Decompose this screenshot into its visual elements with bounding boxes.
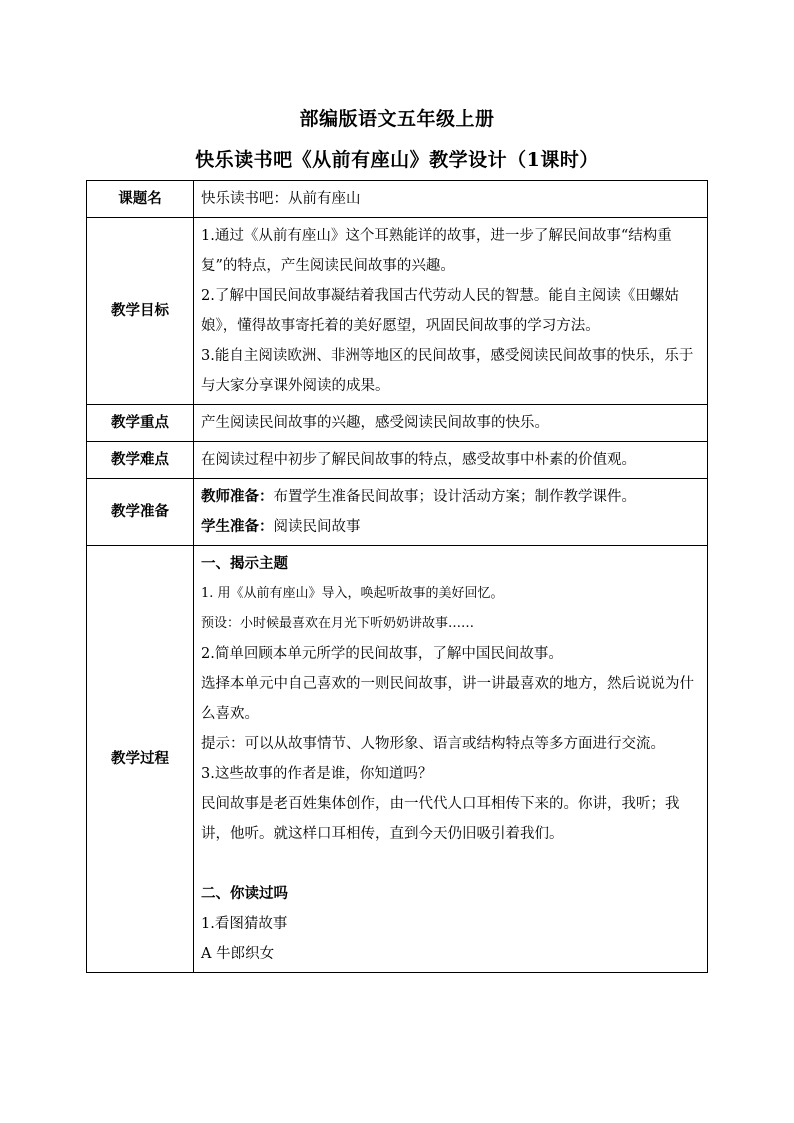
row-label-key: 教学重点 <box>87 405 194 442</box>
row-label-prep: 教学准备 <box>87 479 194 546</box>
row-value-key: 产生阅读民间故事的兴趣，感受阅读民间故事的快乐。 <box>194 405 708 442</box>
lesson-plan-table <box>86 180 708 973</box>
table-row <box>87 546 708 973</box>
row-label-goals: 教学目标 <box>87 218 194 405</box>
row-value-difficult: 在阅读过程中初步了解民间故事的特点，感受故事中朴素的价值观。 <box>194 442 708 479</box>
document-title: 部编版语文五年级上册 <box>299 108 495 130</box>
blank-line <box>201 849 700 879</box>
table-row <box>87 181 708 218</box>
row-value-process <box>194 546 708 973</box>
process-item: 1. 用《从前有座山》导入，唤起听故事的美好回忆。 <box>201 586 504 601</box>
row-value-goals <box>194 218 708 405</box>
process-item: 2.简单回顾本单元所学的民间故事，了解中国民间故事。 <box>201 646 563 662</box>
student-prep-value: 阅读民间故事 <box>273 519 361 535</box>
row-label-process: 教学过程 <box>87 546 194 973</box>
teacher-prep-value: 布置学生准备民间故事；设计活动方案；制作教学课件。 <box>273 489 636 505</box>
student-prep-label: 学生准备： <box>201 518 274 535</box>
teacher-prep <box>201 482 700 512</box>
section-heading: 一、揭示主题 <box>201 555 288 572</box>
table-row <box>87 218 708 405</box>
process-text: 民间故事是老百姓集体创作，由一代代人口耳相传下来的。你讲，我听；我讲，他听。就这样口耳相传，直到今天仍旧吸引着我们。 <box>201 796 680 842</box>
table-row <box>87 442 708 479</box>
process-preset: 预设：小时候最喜欢在月光下听奶奶讲故事…… <box>201 616 475 631</box>
teacher-prep-label: 教师准备： <box>201 488 274 505</box>
table-row <box>87 405 708 442</box>
goal-item: 1.通过《从前有座山》这个耳熟能详的故事，进一步了解民间故事“结构重复”的特点，产生阅读民间故事的兴趣。 <box>201 228 672 274</box>
section-heading: 二、你读过吗 <box>201 885 288 902</box>
row-label-topic: 课题名 <box>87 181 194 218</box>
row-value-topic: 快乐读书吧：从前有座山 <box>194 181 708 218</box>
row-value-prep <box>194 479 708 546</box>
goal-item: 2.了解中国民间故事凝结着我国古代劳动人民的智慧。能自主阅读《田螺姑娘》，懂得故事寄托着的美好愿望，巩固民间故事的学习方法。 <box>201 288 679 334</box>
process-text: 选择本单元中自己喜欢的一则民间故事，讲一讲最喜欢的地方，然后说说为什么喜欢。 <box>201 676 694 722</box>
process-item: 1.看图猜故事 <box>201 916 288 932</box>
process-item: 3.这些故事的作者是谁，你知道吗？ <box>201 766 433 782</box>
goal-item: 3.能自主阅读欧洲、非洲等地区的民间故事，感受阅读民间故事的快乐，乐于与大家分享课外阅读的成果。 <box>201 348 694 394</box>
table-row <box>87 479 708 546</box>
row-label-difficult: 教学难点 <box>87 442 194 479</box>
process-tip: 提示：可以从故事情节、人物形象、语言或结构特点等多方面进行交流。 <box>201 736 665 752</box>
document-subtitle: 快乐读书吧《从前有座山》教学设计（1课时） <box>195 149 599 171</box>
student-prep <box>201 512 700 542</box>
process-item: A 牛郎织女 <box>201 946 275 962</box>
